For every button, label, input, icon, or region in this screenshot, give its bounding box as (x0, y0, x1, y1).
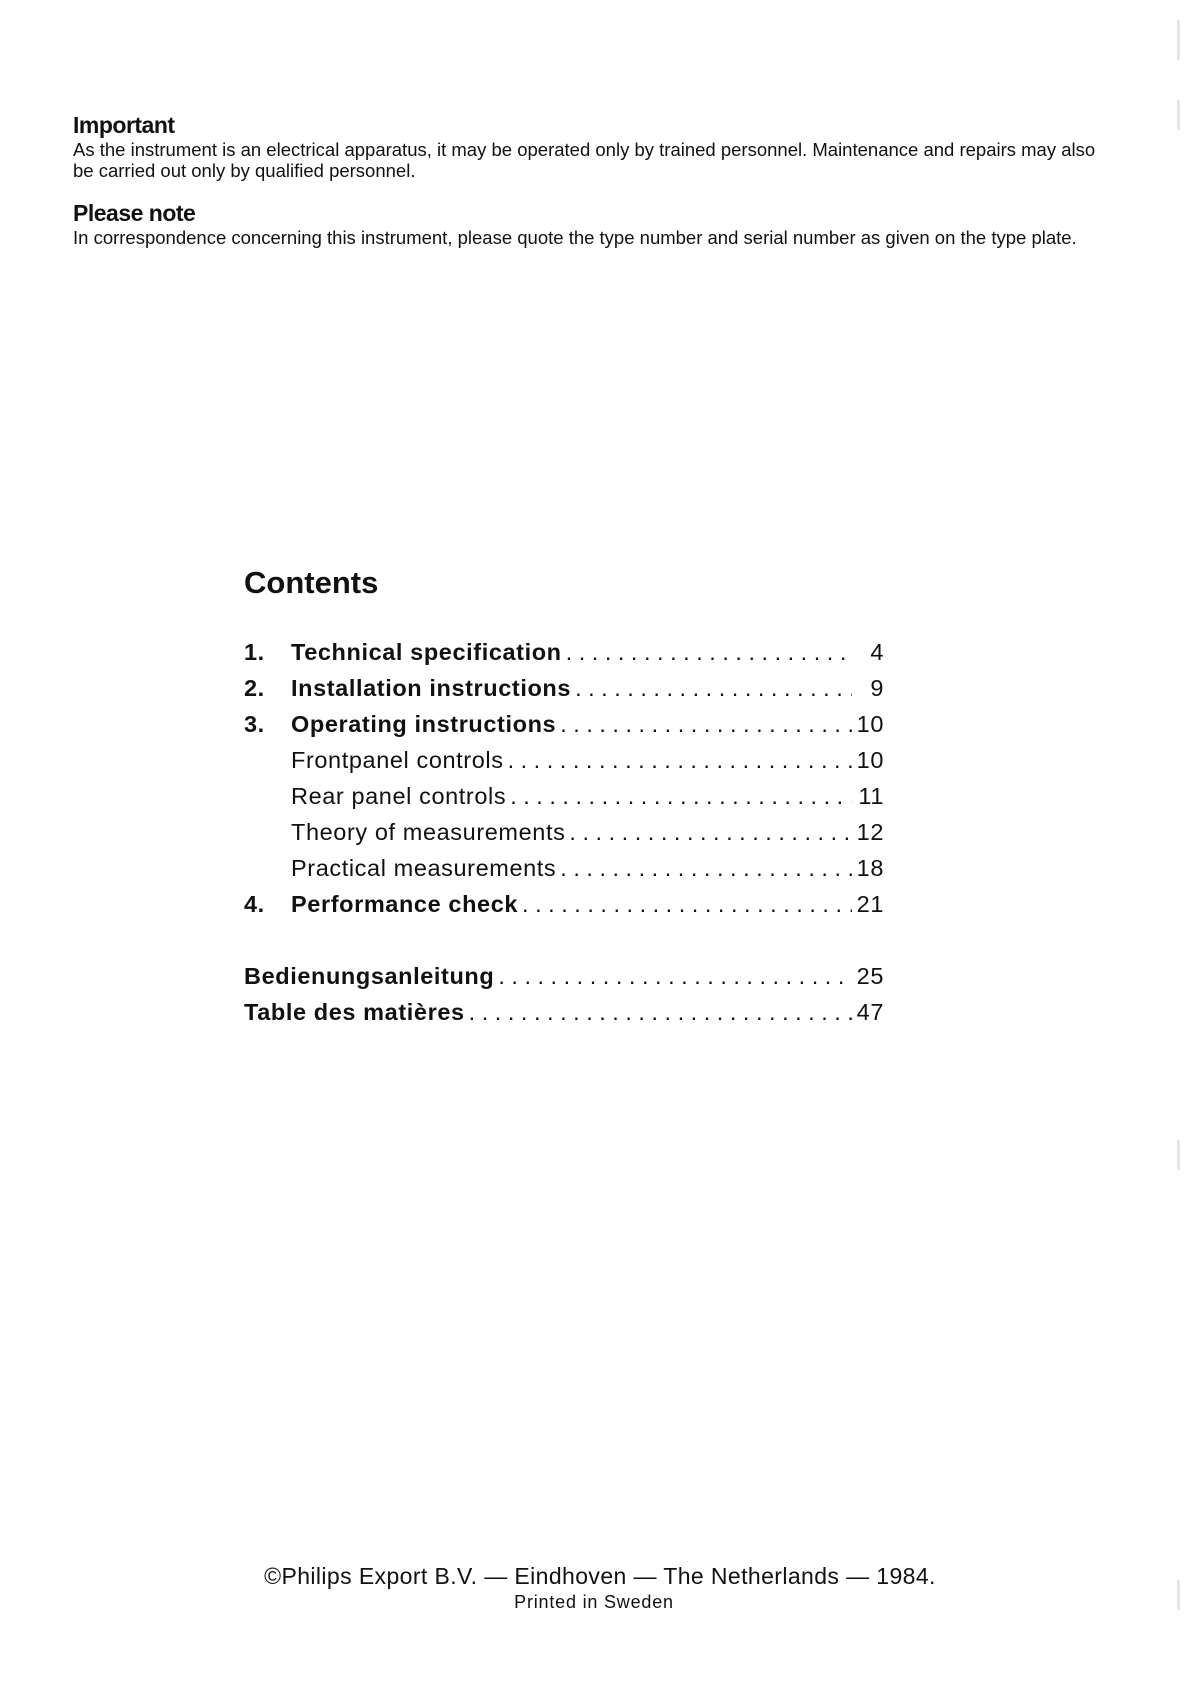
toc-language-entry[interactable] (244, 999, 884, 1035)
toc-leader (510, 783, 852, 810)
toc-subentry[interactable] (244, 783, 884, 819)
toc-leader (575, 675, 852, 702)
toc-leader (560, 711, 852, 738)
toc-leader (469, 999, 852, 1026)
toc-subentry[interactable] (244, 747, 884, 783)
toc-page: 25 (856, 963, 884, 989)
toc-entry[interactable] (244, 675, 884, 711)
toc-leader (566, 639, 852, 666)
toc-page: 11 (858, 783, 884, 809)
toc-title: Installation instructions (291, 675, 572, 701)
toc-title: Bedienungsanleitung (244, 963, 495, 989)
toc-title: Operating instructions (291, 711, 557, 737)
contents-heading: Contents (244, 565, 379, 600)
toc-entry[interactable] (244, 891, 884, 927)
toc-title: Rear panel controls (291, 783, 507, 809)
important-text: As the instrument is an electrical apparatus, it may be operated only by trained personnel. Maintenance and repairs may also be carried out only by qualified personnel. (73, 139, 1096, 181)
toc-page: 10 (856, 747, 884, 773)
toc-entry[interactable] (244, 639, 884, 675)
toc-leader (508, 747, 852, 774)
publisher-line: ©Philips Export B.V. — Eindhoven — The Netherlands — 1984. (264, 1563, 936, 1589)
please-note-text: In correspondence concerning this instrument, please quote the type number and serial number as given on the type plate. (73, 227, 1077, 248)
binding-mark (1177, 20, 1180, 60)
toc-number: 1. (244, 639, 265, 665)
binding-mark (1177, 100, 1180, 130)
toc-title: Performance check (291, 891, 519, 917)
toc-subentry[interactable] (244, 819, 884, 855)
binding-mark (1177, 1140, 1180, 1170)
please-note-heading: Please note (73, 200, 196, 226)
toc-title: Frontpanel controls (291, 747, 504, 773)
toc-title: Technical specification (291, 639, 562, 665)
toc-title: Theory of measurements (291, 819, 566, 845)
toc-number: 3. (244, 711, 265, 737)
toc-spacer (244, 927, 884, 963)
toc-number: 2. (244, 675, 265, 701)
please-note-notice (73, 200, 1113, 248)
table-of-contents (244, 565, 884, 1035)
printed-in-line: Printed in Sweden (514, 1592, 674, 1612)
toc-entry[interactable] (244, 711, 884, 747)
toc-page: 10 (856, 711, 884, 737)
toc-page: 9 (870, 675, 884, 701)
toc-language-entry[interactable] (244, 963, 884, 999)
important-notice (73, 112, 1113, 181)
toc-page: 18 (856, 855, 884, 881)
toc-leader (560, 855, 852, 882)
toc-leader (498, 963, 852, 990)
important-heading: Important (73, 112, 175, 138)
toc-subentry[interactable] (244, 855, 884, 891)
page-footer (0, 1563, 1188, 1613)
toc-number: 4. (244, 891, 265, 917)
toc-leader (569, 819, 852, 846)
toc-page: 4 (870, 639, 884, 665)
toc-page: 12 (856, 819, 884, 845)
toc-title: Practical measurements (291, 855, 557, 881)
toc-title: Table des matières (244, 999, 465, 1025)
toc-leader (522, 891, 852, 918)
page-edge (1176, 0, 1188, 1684)
toc-page: 21 (856, 891, 884, 917)
toc-page: 47 (856, 999, 884, 1025)
